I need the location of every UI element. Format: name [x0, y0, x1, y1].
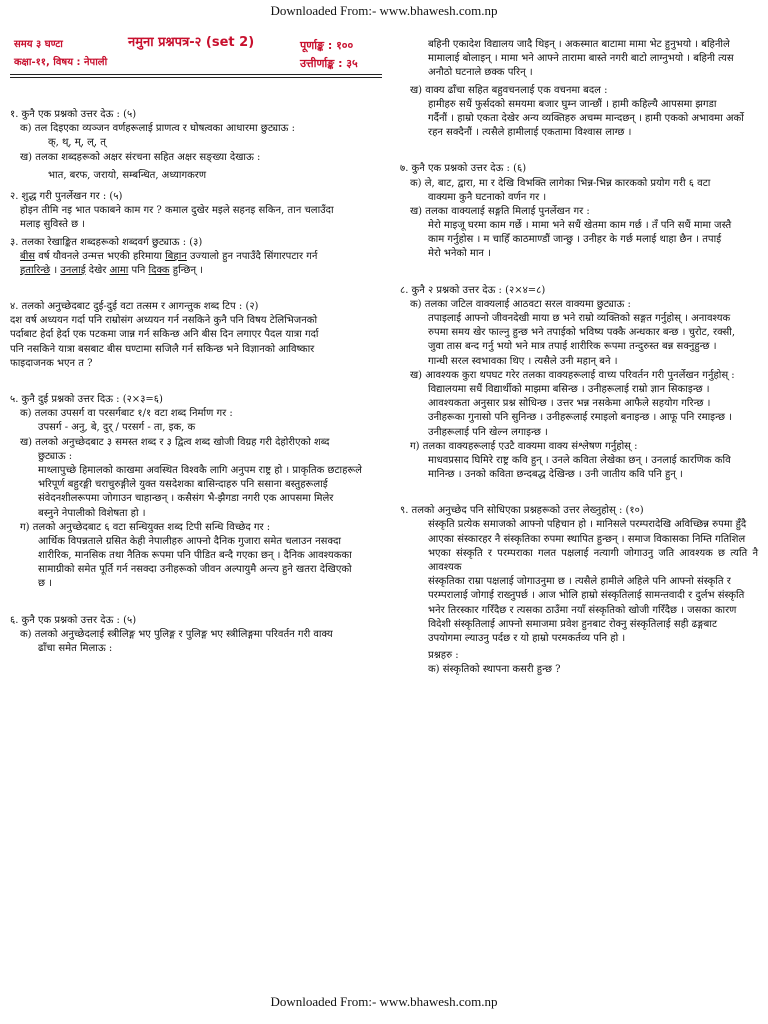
question-8b-line: उनीहरूका गुनासो पनि सुनिन्छ । उनीहरूलाई रमाइलो बनाइन्छ । आफू पनि रमाइन्छ ।: [428, 412, 732, 424]
question-9-line: परम्परालाई जोगाई राख्नुपर्छ । आज भोलि हाम्रो संस्कृतिलाई सामन्तवादी र दुर्लभ संस्कृति: [428, 590, 745, 602]
exam-title: नमुना प्रश्नपत्र-२ (set 2): [128, 35, 255, 50]
text-run: वर्ष यौवनले उन्मत्त भएकी हरिमाया: [35, 250, 166, 262]
question-5c-line: आर्थिक विपन्नताले ग्रसित केही नेपालीहरु आफ्नो दैनिक गुजारा समेत चलाउन नसक्दा: [38, 535, 341, 547]
question-8: ८. कुनै २ प्रश्नको उत्तर देऊ : (२×४=८): [400, 284, 546, 296]
question-6a-cont: ढाँचा समेत मिलाऊ :: [38, 643, 113, 654]
question-8a-line: तपाइलाई आफ्नो जीवनदेखी माया छ भने राम्रो व्यक्तिको सङ्गत गर्नुहोस् । अनावश्यक: [428, 313, 731, 324]
question-5c: ग) तलको अनुच्छेदबाट ६ वटा सन्धियुक्त शब्द टिपी सन्धि विच्छेद गर :: [20, 521, 271, 533]
question-2: २. शुद्ध गरी पुनर्लेखन गर : (५): [10, 190, 123, 202]
question-1b: ख) तलका शब्दहरूको अक्षर संरचना सहित अक्षर सङ्ख्या देखाऊ :: [20, 151, 261, 163]
question-6b-line: रहन सक्दैनौं । त्यसैले हामीलाई एकतामा विश्वास लाग्छ ।: [428, 127, 632, 139]
question-5: ५. कुनै दुई प्रश्नको उत्तर दिऊ : (२×३=६): [10, 394, 163, 405]
question-5a: क) तलका उपसर्ग वा परसर्गबाट १/१ वटा शब्द निर्माण गर :: [20, 408, 233, 420]
question-9-line: उपयोगमा ल्याउनु पर्दछ र यो हाम्रो परमकर्तव्य पनि हो ।: [428, 632, 626, 644]
question-8b: ख) आवश्यक कुरा थपघट गरेर तलका वाक्यहरूलाई वाच्य परिवर्तन गरी पुनर्लेखन गर्नुहोस् :: [410, 369, 735, 381]
question-7a: क) ले, बाट, द्वारा, मा र देखि विभक्ति लागेका भिन्न-भिन्न कारकको प्रयोग गरी ६ वटा: [410, 177, 711, 189]
question-9-line: विदेशी संस्कृतिलाई आफ्नो समाजमा प्रवेश हुनबाट रोक्नु संस्कृतिलाई सही ढङ्गबाट: [428, 618, 717, 630]
question-9: ९. तलको अनुच्छेद पनि सोधिएका प्रश्नहरूको उत्तर लेख्नुहोस् : (१०): [400, 505, 644, 517]
question-5b-cont: छुट्याऊ :: [38, 450, 73, 462]
left-column: [10, 108, 382, 656]
download-banner-bottom: Downloaded From:- www.bhawesh.com.np: [270, 994, 498, 1009]
question-8b-line: उनीहरूलाई पनि खेल्न लगाइन्छ ।: [428, 426, 548, 438]
underlined-word: दिक्क: [148, 264, 170, 276]
question-9-line: भएका संस्कृति र परम्पराका गलत पक्षलाई नत्यागी जोगाउनु जति आवश्यक छ त्यति नै आवश्यक: [428, 547, 758, 573]
question-5b-line: बस्नुने नेपालीको विशेषता हो ।: [38, 507, 146, 519]
question-3-line-2: [10, 264, 382, 278]
question-6: ६. कुनै एक प्रश्नको उत्तर देऊ : (५): [10, 614, 137, 626]
question-9-questions-label: प्रश्नहरु :: [428, 650, 459, 662]
text-run: पनि: [128, 264, 149, 276]
question-6a-line: अनौठो घटनाले छक्क परिन् ।: [428, 67, 533, 79]
underlined-word: बीस: [20, 250, 36, 262]
pass-marks: उत्तीर्णाङ्क : ३५: [300, 57, 358, 70]
question-9-line: आएका संस्कारहर नै संस्कृतिका रुपमा स्थापित हुन्छन् । समाज विकासका निम्ति गतिशिल: [428, 533, 746, 545]
underlined-word: हतारिन्छे: [20, 264, 51, 276]
question-8c: ग) तलका वाक्यहरूलाई एउटै वाक्यमा वाक्य संश्लेषण गर्नुहोस् :: [410, 440, 638, 452]
question-9-line: संस्कृतिका राम्रा पक्षलाई जोगाउनुमा छ । त्यसैले हामीले अहिले पनि आफ्नो संस्कृति र: [428, 576, 731, 588]
question-9a: क) संस्कृतिको स्थापना कसरी हुन्छ ?: [428, 664, 561, 676]
question-5b: ख) तलको अनुच्छेदबाट ३ समस्त शब्द र ३ द्वित्व शब्द खोजी विग्रह गरी देहोरीएको शब्द: [20, 436, 330, 448]
text-run: हुन्छिन् ।: [169, 264, 204, 276]
question-5c-line: छ ।: [38, 578, 52, 590]
question-6a-line: बहिनी एकादेश विद्यालय जादै थिइन् । अकस्मात बाटामा मामा भेट हुनुभयो । बहिनीले: [428, 39, 730, 50]
question-5b-line: भरिपूर्ण बहुरङ्गी चराचुरुङ्गीले युक्त यसदेशका बासिन्दाहरु पनि ससाना बस्तुहरूलाई: [38, 479, 328, 491]
question-7b-line: काम गर्नुहोस । म चाहिँ काठमाण्डौं जान्छु । उनीहर के गर्छ मलाई थाहा छैन । तपाई: [428, 234, 722, 246]
question-7b: ख) तलका वाक्यलाई सङ्गति मिलाई पुनर्लेखन गर :: [410, 205, 590, 217]
question-5b-line: संवेदनशीलरूपमा जोगाउन चाहान्छन् । कसैसंग भै-झैगडा नगरी एक आपसमा मिलेर: [38, 493, 334, 505]
class-subject: कक्षा-११, विषय : नेपाली: [14, 57, 108, 68]
text-run: उज्यालो हुन नपाउँदै सिंगारपटार गर्न: [186, 250, 318, 262]
question-7a-cont: वाक्यमा कुनै घटनाको वर्णन गर ।: [428, 191, 547, 203]
right-column: [400, 38, 758, 678]
question-8c-line: माधवप्रसाद घिमिरे राष्ट्र कवि हुन् । उनले कविता लेखेका छन् । उनलाई कारणिक कवि: [428, 454, 731, 466]
question-2-line: होइन तीमि नइ भात पकाबने काम गर ? कमाल दुखेर मइले सहनइ सकिन, तान चलाउँदा: [20, 205, 334, 217]
underlined-word: उनलाई: [60, 264, 86, 276]
question-1a: क) तल दिइएका व्यञ्जन वर्णहरूलाई प्राणत्व र घोषत्वका आधारमा छुट्याऊ :: [20, 123, 295, 135]
question-5b-line: माथ्लापुच्छे हिमालको काखमा अवस्थित विश्वकै लागि अनुपम राष्ट्र हो । प्राकृतिक छटाहरूले: [38, 464, 362, 476]
question-9-line: संस्कृति प्रत्येक समाजको आफ्नो पहिचान हो । मानिसले परम्परादेखि अविच्छिन्न रुपमा हुँदै: [428, 519, 747, 531]
question-5c-line: शारीरिक, मानसिक तथा नैतिक रूपमा पनि पीडित बन्दै गएका छन् । दैनिक आवश्यकका: [38, 550, 352, 562]
question-6a: क) तलको अनुच्छेदलाई स्त्रीलिङ्ग भए पुलिङ्ग र पुलिङ्ग भए स्त्रीलिङ्गमा परिवर्तन गरी वाक्य: [20, 628, 333, 640]
question-6b: ख) वाक्य ढाँचा सहित बहुवचनलाई एक वचनमा बदल :: [410, 84, 608, 96]
question-2-line: मलाइ सुविस्ते छ ।: [20, 219, 86, 231]
question-4: ४. तलको अनुच्छेदबाट दुई-दुई वटा तत्सम र आगन्तुक शब्द टिप : (२): [10, 301, 259, 313]
question-4-line: फाइदाजनक भएन त ?: [10, 357, 93, 369]
header-rule-2: [10, 77, 382, 78]
text-run: देखेर: [85, 264, 110, 276]
question-8a-line: जुवा तास बन्द गर्नु भयो भने मात्र तपाई शारीरिक रूपमा तन्दुरुस्त बन्न सक्नुहुन्छ ।: [428, 341, 717, 353]
question-1a-letters: क्, थ्, म्, ल्, त्: [48, 137, 106, 149]
question-4-line: पनि नसकिने यात्रा बसबाट बीस घण्टामा सजिलै गर्न सकिन्छ भने विज्ञानको आविष्कार: [10, 343, 315, 355]
question-4-line: पर्दाबाट हेर्दा हेर्दा एक पटकमा जान्न गर्न सकिन्छ अनि बीस दिन लगाएर पैदल यात्रा गर्दा: [10, 329, 319, 341]
question-8b-line: आवश्यकता अनुसार प्रश्न सोधिन्छ । उत्तर भन्न नसकेमा आफैले सहयोग गरिन्छ ।: [428, 398, 711, 410]
question-8a-line: रुपमा समय खेर फाल्नु हुन्छ भने तपाईको भविष्य पक्कै अन्धकार बन्छ । चुरोट, रक्सी,: [428, 327, 736, 339]
question-5c-line: सामाग्रीको समेत पूर्ति गर्न नसक्दा उनीहरूको जीवन अल्पायुमै अन्त्य हुने खतरा देखिएको: [38, 564, 352, 576]
full-marks: पूर्णाङ्क : १००: [300, 39, 354, 52]
text-run: ।: [50, 264, 61, 276]
question-8b-line: विद्यालयमा सधैं विद्यार्थीको माझमा बसिन्छ । उनीहरूलाई राम्रो ज्ञान सिकाइन्छ ।: [428, 383, 710, 395]
question-4-line: दश वर्ष अध्ययन गर्दा पनि राम्रोसंग अध्ययन गर्न नसकिने कुनै पनि विषय टेलिभिजनको: [10, 315, 318, 327]
question-7b-line: मेरो भनेको मान ।: [428, 248, 491, 260]
underlined-word: आमा: [109, 264, 129, 276]
question-8a: क) तलका जटिल वाक्यलाई आठवटा सरल वाक्यमा छुट्याऊ :: [410, 298, 631, 310]
underlined-word: बिहान: [165, 250, 187, 262]
download-banner-top: Downloaded From:- www.bhawesh.com.np: [270, 3, 498, 18]
question-8a-line: गान्धी सरल स्वभावका थिए । त्यसैले उनी महान् बने ।: [428, 355, 618, 367]
question-6b-line: हामीहरु सधैं फुर्सदको समयमा बजार घुम्न जान्छौं । हामी कहिल्यै आपसमा झगडा: [428, 98, 717, 110]
question-6a-line: मामालाई बोलाइन् । मामा भने आफ्ने तारामा बास्ते नगरी बाटो लाग्नुभयो । बहिनी त्यस: [428, 53, 734, 65]
exam-time: समय ३ घण्टा: [14, 39, 63, 50]
question-3: ३. तलका रेखाङ्कित शब्दहरूको शब्दवर्ग छुट्याऊ : (३): [10, 236, 203, 248]
question-9-line: भनेर तिरस्कार गरिँदैछ र त्यसका ठाउँमा नयाँ संस्कृतिको खोजी गरिँदैछ । जसका कारण: [428, 604, 737, 616]
question-6b-line: गर्दैनौं । हाम्रो एकता देखेर अन्य व्यक्तिहरु अचम्म मान्दछन् । हामी एकको अभावमा अर्को: [428, 112, 744, 124]
question-5a-items: उपसर्ग - अनु, बे, दुर् / परसर्ग - ता, इक, क: [38, 422, 196, 434]
header-rule-1: [10, 74, 382, 75]
question-7b-line: मेरो माइजू घरमा काम गर्छे । मामा भने सधैं खेतमा काम गर्छ । तँ पनि सधैं मामा जस्तै: [428, 220, 732, 232]
question-1b-words: भात, बरफ, जरायो, सम्बन्धित, अध्यागकरण: [48, 169, 207, 181]
question-3-line-1: [10, 250, 382, 264]
question-1: १. कुनै एक प्रश्नको उत्तर देऊ : (५): [10, 109, 137, 120]
question-7: ७. कुनै एक प्रश्नको उत्तर देऊ : (६): [400, 163, 527, 175]
question-8c-line: मानिन्छ । उनको कविता छन्दबद्ध देखिन्छ । उनी जातीय कवि पनि हुन् ।: [428, 469, 683, 481]
